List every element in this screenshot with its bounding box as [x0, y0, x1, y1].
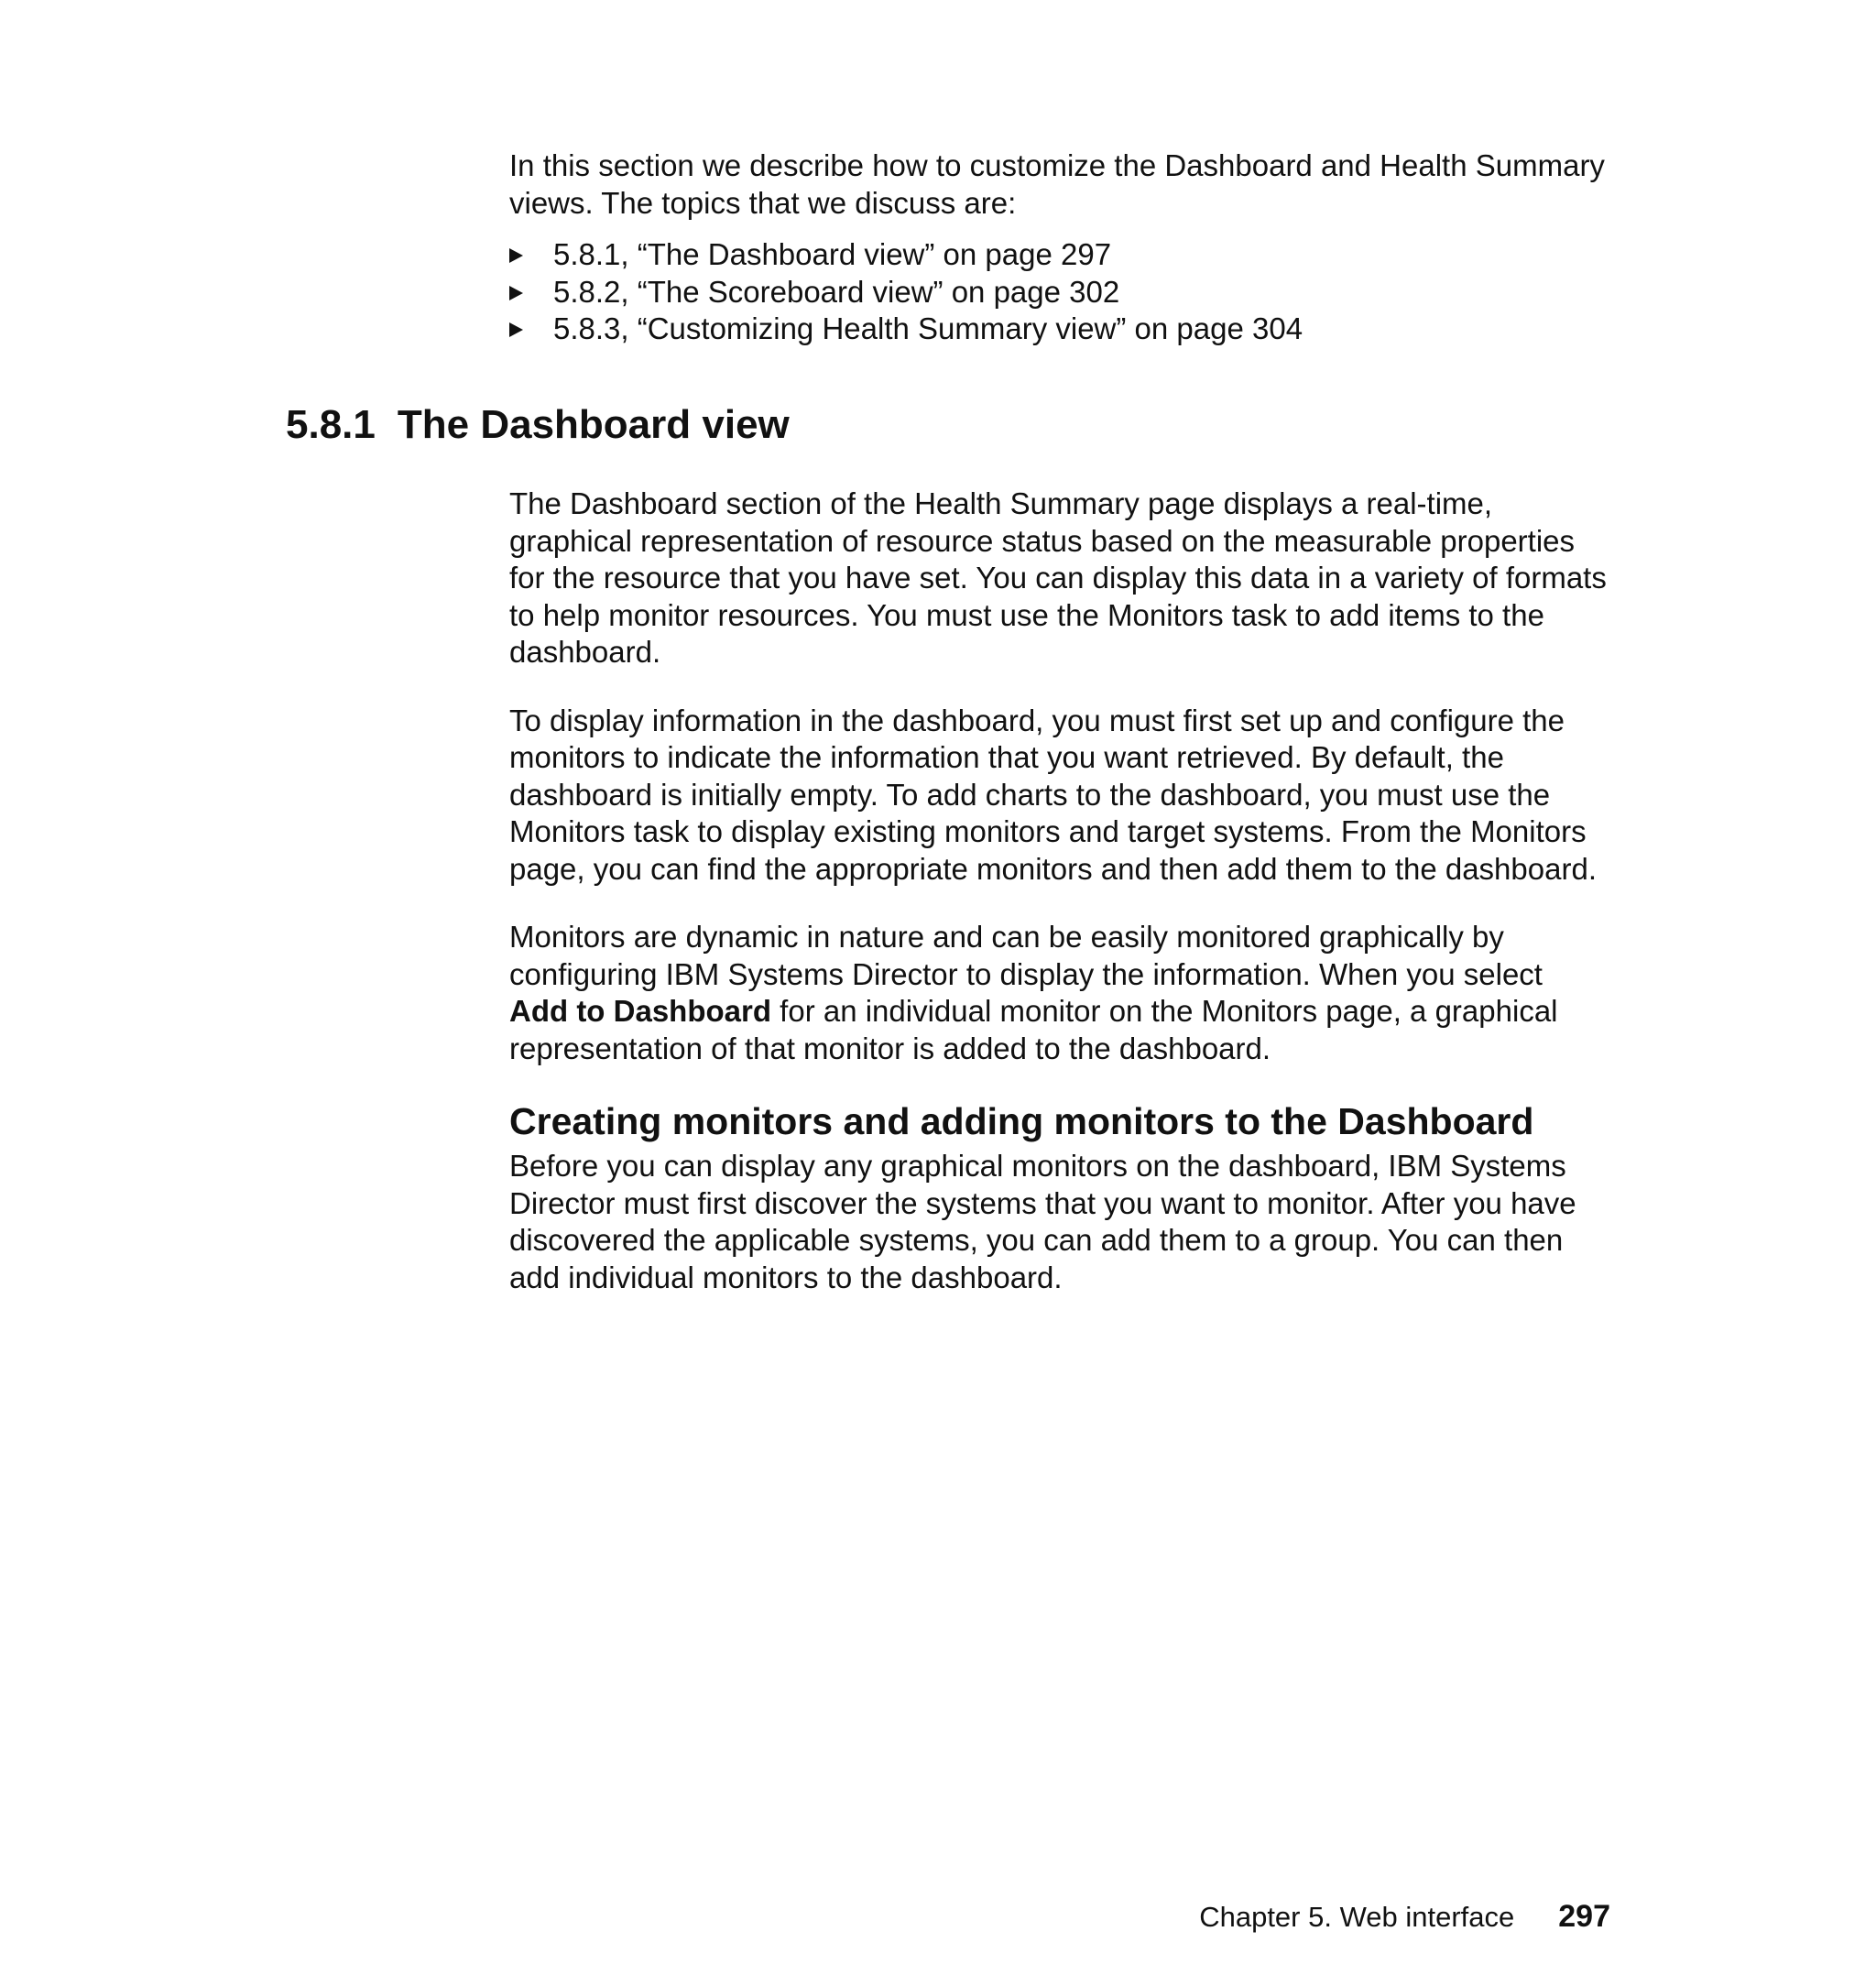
list-item — [509, 274, 1609, 311]
list-item-text: 5.8.2, “The Scoreboard view” on page 302 — [553, 274, 1120, 309]
chapter-label: Chapter 5. Web interface — [1199, 1901, 1515, 1933]
body-paragraph: Before you can display any graphical monitors on the dashboard, IBM Systems Director must first discover the systems that you want to monitor. After you have discovered the applicable systems, you can add them to a group. You can then add individual monitors to the dashboard. — [509, 1149, 1576, 1294]
body-paragraph — [509, 919, 1609, 1067]
list-item-text: 5.8.1, “The Dashboard view” on page 297 — [553, 237, 1112, 271]
triangle-bullet-icon — [509, 286, 523, 300]
bold-term: Add to Dashboard — [509, 994, 771, 1028]
topic-list — [509, 236, 1609, 348]
intro-block — [509, 147, 1609, 348]
triangle-bullet-icon — [509, 248, 523, 263]
section-number: 5.8.1 — [286, 402, 376, 447]
list-item — [509, 236, 1609, 274]
body-paragraph: To display information in the dashboard, you must first set up and configure the monitors to indicate the information that you want retrieved. By default, the dashboard is initially empty. To add charts to the dashboard, you must use the Monitors task to display existing monitors and target systems. From the Monitors page, you can find the appropriate monitors and then add them to the dashboard. — [509, 703, 1597, 886]
paragraph-text: for an individual monitor on the Monitors page, a graphical representation of that monitor is added to the dashboard. — [509, 994, 1558, 1065]
body-paragraph: The Dashboard section of the Health Summary page displays a real-time, graphical representation of resource status based on the measurable properties for the resource that you have set. You can display this data in a variety of formats to help monitor resources. You must use the Monitors task to add items to the dashboard. — [509, 486, 1607, 669]
intro-paragraph: In this section we describe how to customize the Dashboard and Health Summary views. The topics that we discuss are: — [509, 148, 1605, 220]
page-number: 297 — [1558, 1899, 1610, 1934]
page-footer — [1199, 1898, 1610, 1936]
section-content — [509, 486, 1609, 1296]
section-heading — [286, 399, 790, 451]
list-item — [509, 311, 1609, 348]
triangle-bullet-icon — [509, 322, 523, 337]
paragraph-text: Monitors are dynamic in nature and can be easily monitored graphically by configuring IBM Systems Director to display the information. When you select — [509, 920, 1543, 991]
subsection-heading: Creating monitors and adding monitors to the Dashboard — [509, 1100, 1534, 1142]
section-title: The Dashboard view — [397, 402, 790, 447]
list-item-text: 5.8.3, “Customizing Health Summary view” on page 304 — [553, 311, 1303, 345]
